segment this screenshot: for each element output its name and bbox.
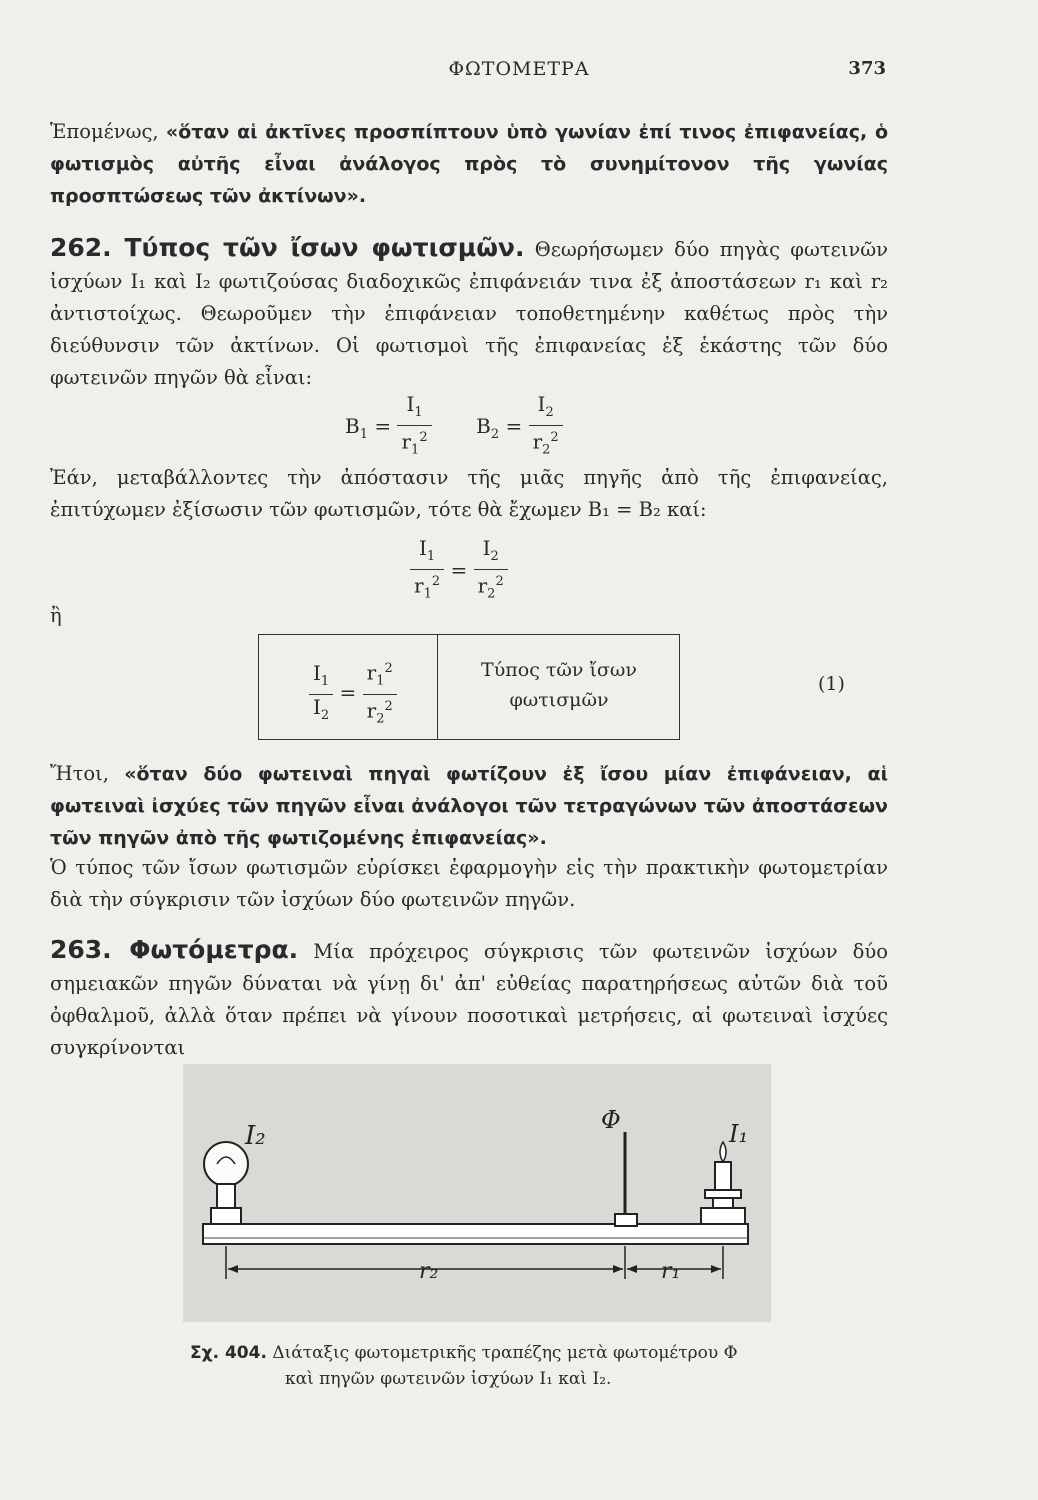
section-263-text: Μία πρόχειρος σύγκρισις τῶν φωτεινῶν ἰσχύων δύο σημειακῶν πηγῶν δύναται νὰ γίνῃ δι' ἀπ' εὐθείας παρατηρήσεως αὐτῶν διὰ τοῦ ὀφθαλμοῦ, ἀλλὰ ὅταν πρέπει νὰ γίνουν ποσοτικαὶ μετρήσεις, αἱ φωτειναὶ ἰσχύες συγκρίνονται — [50, 940, 888, 1059]
formula-equality: $\frac{I_1}{r_1^2}$ = $\frac{I_2}{r_2^2}$ — [410, 536, 508, 607]
section-263-heading: 263. Φωτόμετρα. — [50, 935, 299, 964]
intro-law-bold: «ὅταν αἱ ἀκτῖνες προσπίπτουν ὑπὸ γωνίαν ἐπί τινος ἐπιφανείας, ὁ φωτισμὸς αὐτῆς εἶναι ἀνάλογος πρὸς τὸ συνημίτονον τῆς γωνίας προσπτώσεως τῶν ἀκτίνων». — [50, 121, 888, 207]
bulb-icon — [204, 1142, 248, 1186]
paragraph-law — [50, 758, 888, 854]
caption-line-1: Διάταξις φωτομετρικῆς τραπέζης μετὰ φωτομέτρου Φ — [272, 1343, 738, 1363]
section-262-heading: 262. Τύπος τῶν ἴσων φωτισμῶν. — [50, 233, 525, 262]
boxed-formula — [258, 634, 680, 740]
label-r2: r₂ — [419, 1259, 439, 1284]
label-phi: Φ — [601, 1106, 621, 1134]
page-header — [0, 58, 1038, 88]
label-i2: I₂ — [245, 1121, 266, 1151]
formula-illuminances: $B_1$ = $\frac{I_1}{r_1^2}$ $B_2$ = $\frac{I_2}{r_2^2}$ — [345, 392, 563, 463]
photometer-bench-diagram — [183, 1064, 771, 1322]
bench-rail — [203, 1224, 748, 1244]
law-bold: «ὅταν δύο φωτειναὶ πηγαὶ φωτίζουν ἐξ ἴσου μίαν ἐπιφάνειαν, αἱ φωτειναὶ ἰσχύες τῶν πηγῶν εἶναι ἀνάλογοι τῶν τετραγώνων τῶν ἀποστάσεων τῶν πηγῶν ἀπὸ τῆς φωτιζομένης ἐπιφανείας». — [50, 763, 888, 849]
equation-number: (1) — [818, 673, 845, 695]
boxed-formula-label: Τύπος τῶν ἴσων φωτισμῶν — [481, 659, 637, 711]
or-word: ἢ — [50, 604, 62, 627]
label-r1: r₁ — [661, 1259, 681, 1284]
candle-icon — [715, 1162, 731, 1190]
section-262 — [50, 232, 888, 394]
section-263 — [50, 934, 888, 1064]
candle-flame-icon — [720, 1142, 726, 1162]
law-intro: Ἤτοι, — [50, 762, 125, 785]
boxed-formula-math: $\frac{I_1}{I_2}$ = $\frac{r_1^2}{r_2^2}$ — [259, 635, 438, 739]
running-title: ΦΩΤΟΜΕΤΡΑ — [448, 58, 590, 80]
section-262-text: Θεωρήσωμεν δύο πηγὰς φωτεινῶν ἰσχύων I₁ καὶ I₂ φωτιζούσας διαδοχικῶς ἐπιφάνειάν τινα ἐξ ἀποστάσεων r₁ καὶ r₂ ἀντιστοίχως. Θεωροῦμεν τὴν ἐπιφάνειαν τοποθετημένην καθέτως πρὸς τὴν διεύθυνσιν τῶν ἀκτίνων. Οἱ φωτισμοὶ τῆς ἐπιφανείας ἐξ ἑκάστης τῶν δύο φωτεινῶν πηγῶν θὰ εἶναι: — [50, 238, 889, 389]
photometer-bench-figure — [183, 1064, 771, 1322]
paragraph-intro — [50, 116, 888, 212]
page-number: 373 — [848, 58, 886, 79]
label-i1: I₁ — [729, 1120, 749, 1148]
caption-line-2: καὶ πηγῶν φωτεινῶν ἰσχύων I₁ καὶ I₂. — [285, 1369, 612, 1389]
paragraph-equalisation: Ἐάν, μεταβάλλοντες τὴν ἀπόστασιν τῆς μιᾶς πηγῆς ἀπὸ τῆς ἐπιφανείας, ἐπιτύχωμεν ἐξίσωσιν τῶν φωτισμῶν, τότε θὰ ἔχωμεν B₁ = B₂ καί: — [50, 466, 888, 521]
figure-caption — [190, 1340, 770, 1392]
intro-text: Ἑπομένως, — [50, 120, 166, 143]
paragraph-application: Ὁ τύπος τῶν ἴσων φωτισμῶν εὑρίσκει ἐφαρμογὴν εἰς τὴν πρακτικὴν φωτομετρίαν διὰ τὴν σύγκρισιν τῶν ἰσχύων δύο φωτεινῶν πηγῶν. — [50, 856, 888, 911]
figure-number: Σχ. 404. — [190, 1343, 267, 1363]
